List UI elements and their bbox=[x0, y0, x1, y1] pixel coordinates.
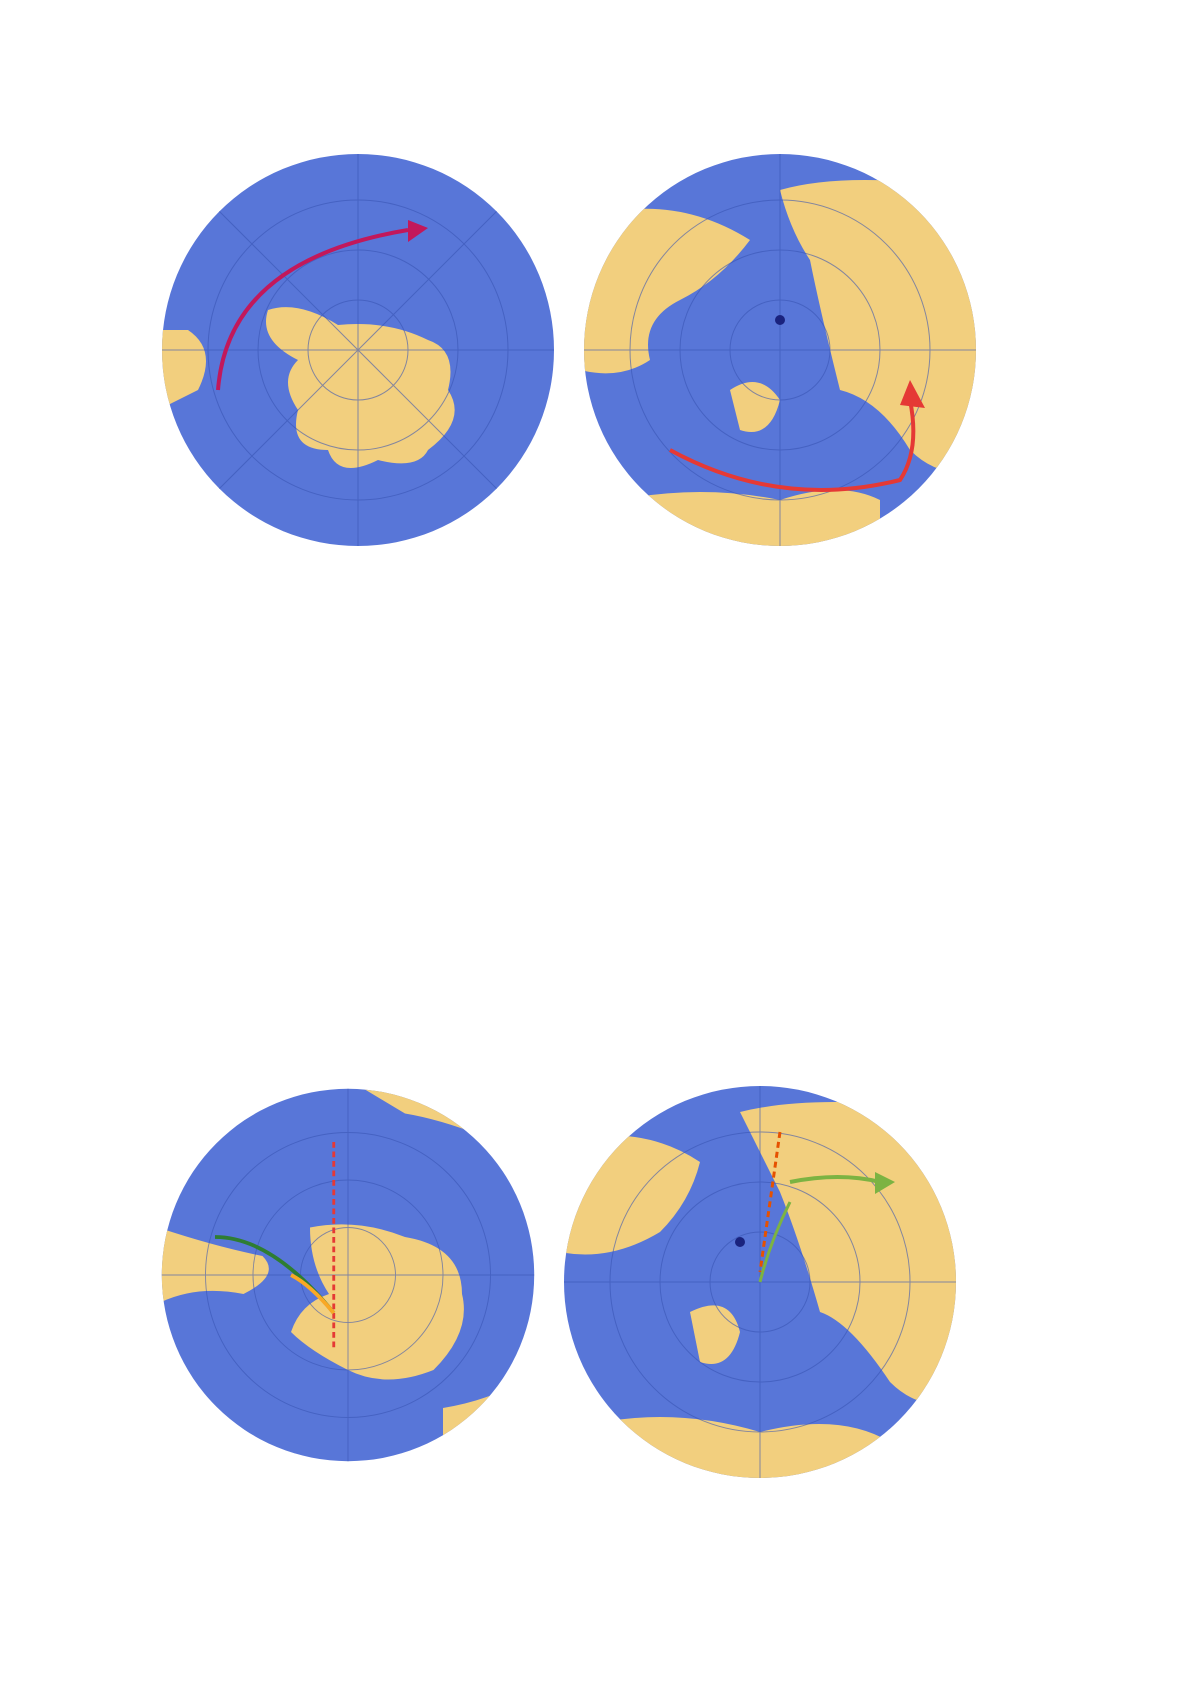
north-pole-marker bbox=[775, 315, 785, 325]
north-pole-marker bbox=[735, 1237, 745, 1247]
south-polar-globe-top bbox=[158, 150, 558, 550]
paragraph bbox=[146, 707, 1058, 736]
paragraph bbox=[146, 621, 1058, 650]
continent-shape bbox=[580, 490, 880, 550]
north-polar-globe-top bbox=[580, 150, 980, 550]
continent-shape bbox=[560, 1417, 890, 1482]
north-polar-globe-bottom bbox=[560, 1082, 960, 1482]
paragraph bbox=[146, 750, 1058, 779]
paragraph bbox=[146, 664, 1058, 693]
paragraph bbox=[146, 578, 1058, 607]
body-text bbox=[146, 578, 1058, 793]
south-polar-globe-bottom bbox=[158, 1085, 538, 1465]
